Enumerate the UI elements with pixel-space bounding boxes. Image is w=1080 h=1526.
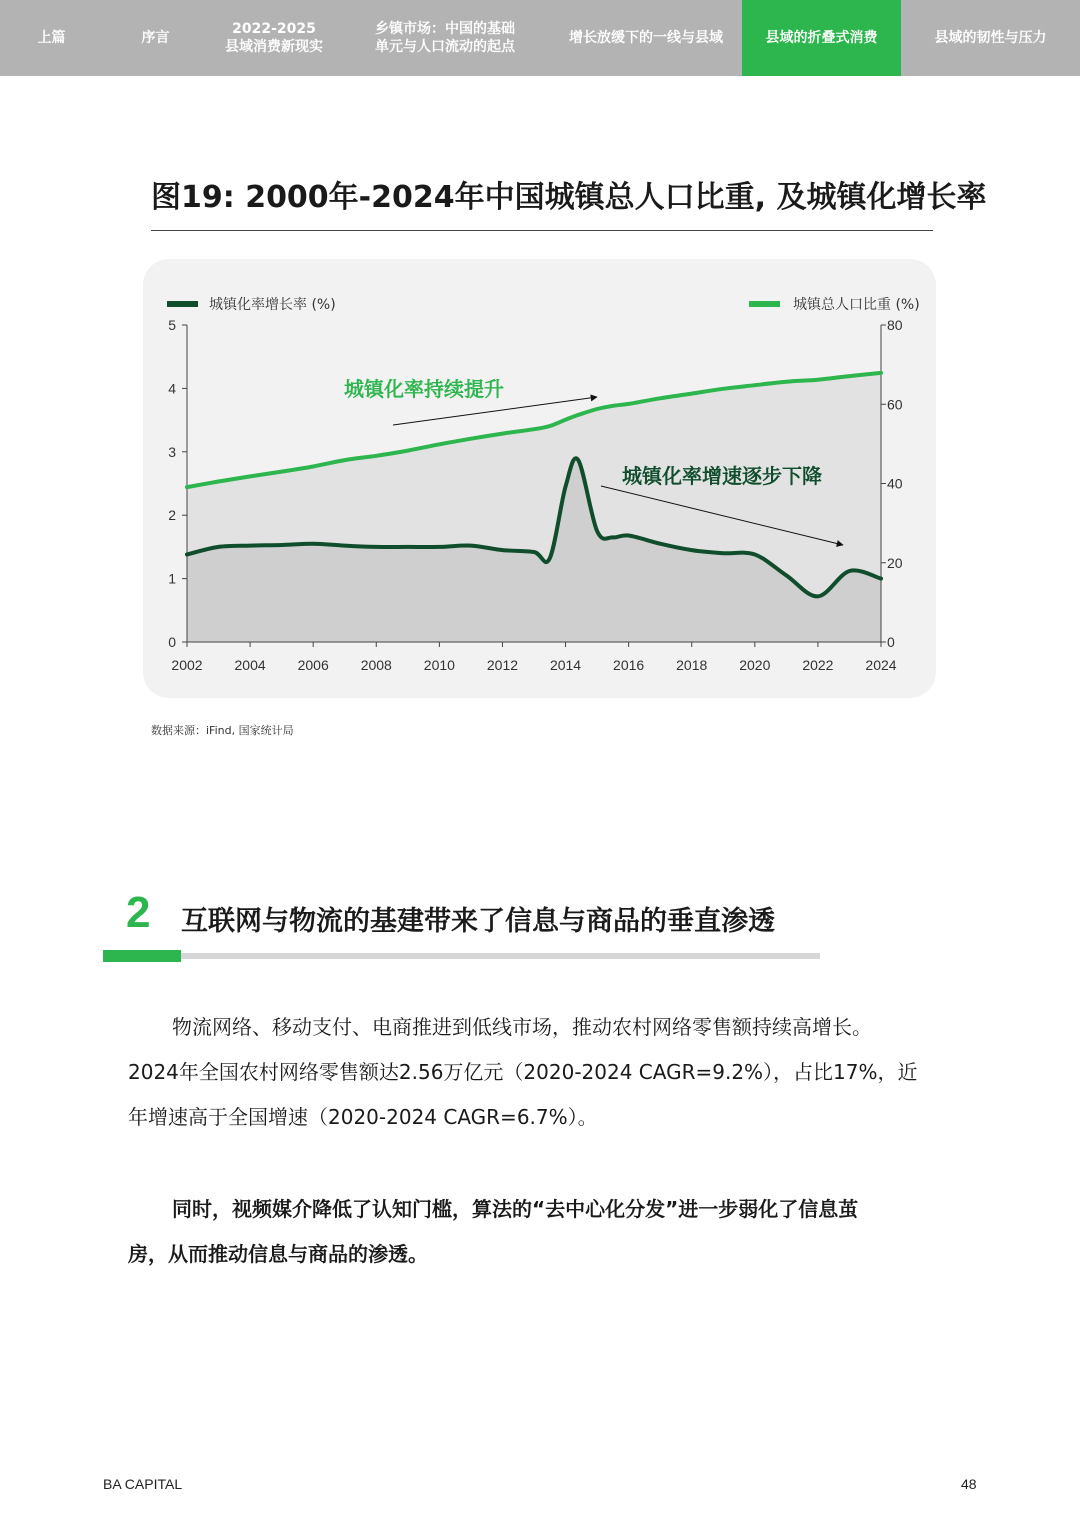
nav-tab-2[interactable] xyxy=(103,0,208,76)
figure-title: 图19: 2000年-2024年中国城镇总人口比重, 及城镇化增长率 xyxy=(151,180,987,215)
nav-tab-5[interactable] xyxy=(550,0,742,76)
x-tick-label: 2002 xyxy=(171,657,203,673)
annotation-rising: 城镇化率持续提升 xyxy=(344,377,504,401)
x-tick-label: 2020 xyxy=(739,657,771,673)
chart-card xyxy=(143,259,936,698)
nav-tab-label: 乡镇市场：中国的基础 单元与人口流动的起点 xyxy=(375,21,515,55)
x-tick-label: 2012 xyxy=(486,657,519,673)
nav-tab-label: 2022-2025 县域消费新现实 xyxy=(225,21,323,55)
top-navigation xyxy=(0,0,1080,76)
right-y-tick-label: 0 xyxy=(887,634,895,650)
paragraph-line: 2024年全国农村网络零售额达2.56万亿元（2020-2024 CAGR=9.2%），占比17%，近 xyxy=(128,1060,918,1084)
left-y-tick-label: 0 xyxy=(168,634,176,650)
nav-tab-label: 县域的折叠式消费 xyxy=(765,30,878,46)
left-y-tick-label: 4 xyxy=(168,380,176,397)
nav-tab-7[interactable] xyxy=(901,0,1080,76)
right-y-tick-label: 40 xyxy=(887,475,903,492)
left-y-tick-label: 2 xyxy=(168,507,176,524)
nav-tab-label: 序言 xyxy=(141,30,170,46)
x-tick-label: 2010 xyxy=(423,657,455,673)
x-tick-label: 2024 xyxy=(865,657,897,673)
figure-title-divider xyxy=(151,230,933,231)
paragraph-line: 房，从而推动信息与商品的渗透。 xyxy=(128,1242,428,1266)
paragraph-line: 同时，视频媒介降低了认知门槛，算法的“去中心化分发”进一步弱化了信息茧 xyxy=(172,1197,859,1221)
left-y-tick-label: 3 xyxy=(168,443,176,460)
x-tick-label: 2016 xyxy=(613,657,645,673)
right-y-tick-label: 60 xyxy=(887,396,903,413)
paragraph-line: 物流网络、移动支付、电商推进到低线市场，推动农村网络零售额持续高增长。 xyxy=(172,1015,872,1039)
x-tick-label: 2014 xyxy=(549,657,582,673)
page-number: 48 xyxy=(961,1476,977,1492)
chart-svg xyxy=(143,259,936,698)
figure-source: 数据来源：iFind, 国家统计局 xyxy=(151,724,294,737)
right-y-tick-label: 20 xyxy=(887,554,903,571)
section-title: 互联网与物流的基建带来了信息与商品的垂直渗透 xyxy=(181,906,775,937)
annotation-slowing: 城镇化率增速逐步下降 xyxy=(622,464,822,488)
nav-tab-1[interactable] xyxy=(0,0,103,76)
section-number: 2 xyxy=(126,888,151,937)
legend-swatch-growth xyxy=(167,301,198,307)
footer-brand: BA CAPITAL xyxy=(103,1476,183,1492)
paragraph-line: 年增速高于全国增速（2020-2024 CAGR=6.7%）。 xyxy=(128,1105,598,1129)
legend-label-growth: 城镇化率增长率 (%) xyxy=(209,297,336,313)
nav-tab-6[interactable] xyxy=(742,0,901,76)
left-y-tick-label: 5 xyxy=(168,317,176,333)
section-accent-bar xyxy=(103,950,181,962)
paragraph-video-media xyxy=(128,1187,958,1277)
x-tick-label: 2004 xyxy=(234,657,266,673)
nav-tab-label: 增长放缓下的一线与县域 xyxy=(569,30,723,46)
paragraph-rural-ecommerce xyxy=(128,1005,958,1140)
legend-swatch-share xyxy=(749,301,780,307)
x-tick-label: 2008 xyxy=(360,657,392,673)
nav-tab-label: 上篇 xyxy=(37,30,66,46)
nav-tab-4[interactable] xyxy=(340,0,550,76)
nav-tab-3[interactable] xyxy=(208,0,340,76)
nav-tab-label: 县域的韧性与压力 xyxy=(934,30,1047,46)
legend-label-share: 城镇总人口比重 (%) xyxy=(793,297,920,313)
x-tick-label: 2022 xyxy=(802,657,834,673)
right-y-tick-label: 80 xyxy=(887,317,903,333)
x-tick-label: 2018 xyxy=(676,657,708,673)
left-y-tick-label: 1 xyxy=(168,570,176,587)
x-tick-label: 2006 xyxy=(297,657,329,673)
section-underline xyxy=(181,953,820,959)
